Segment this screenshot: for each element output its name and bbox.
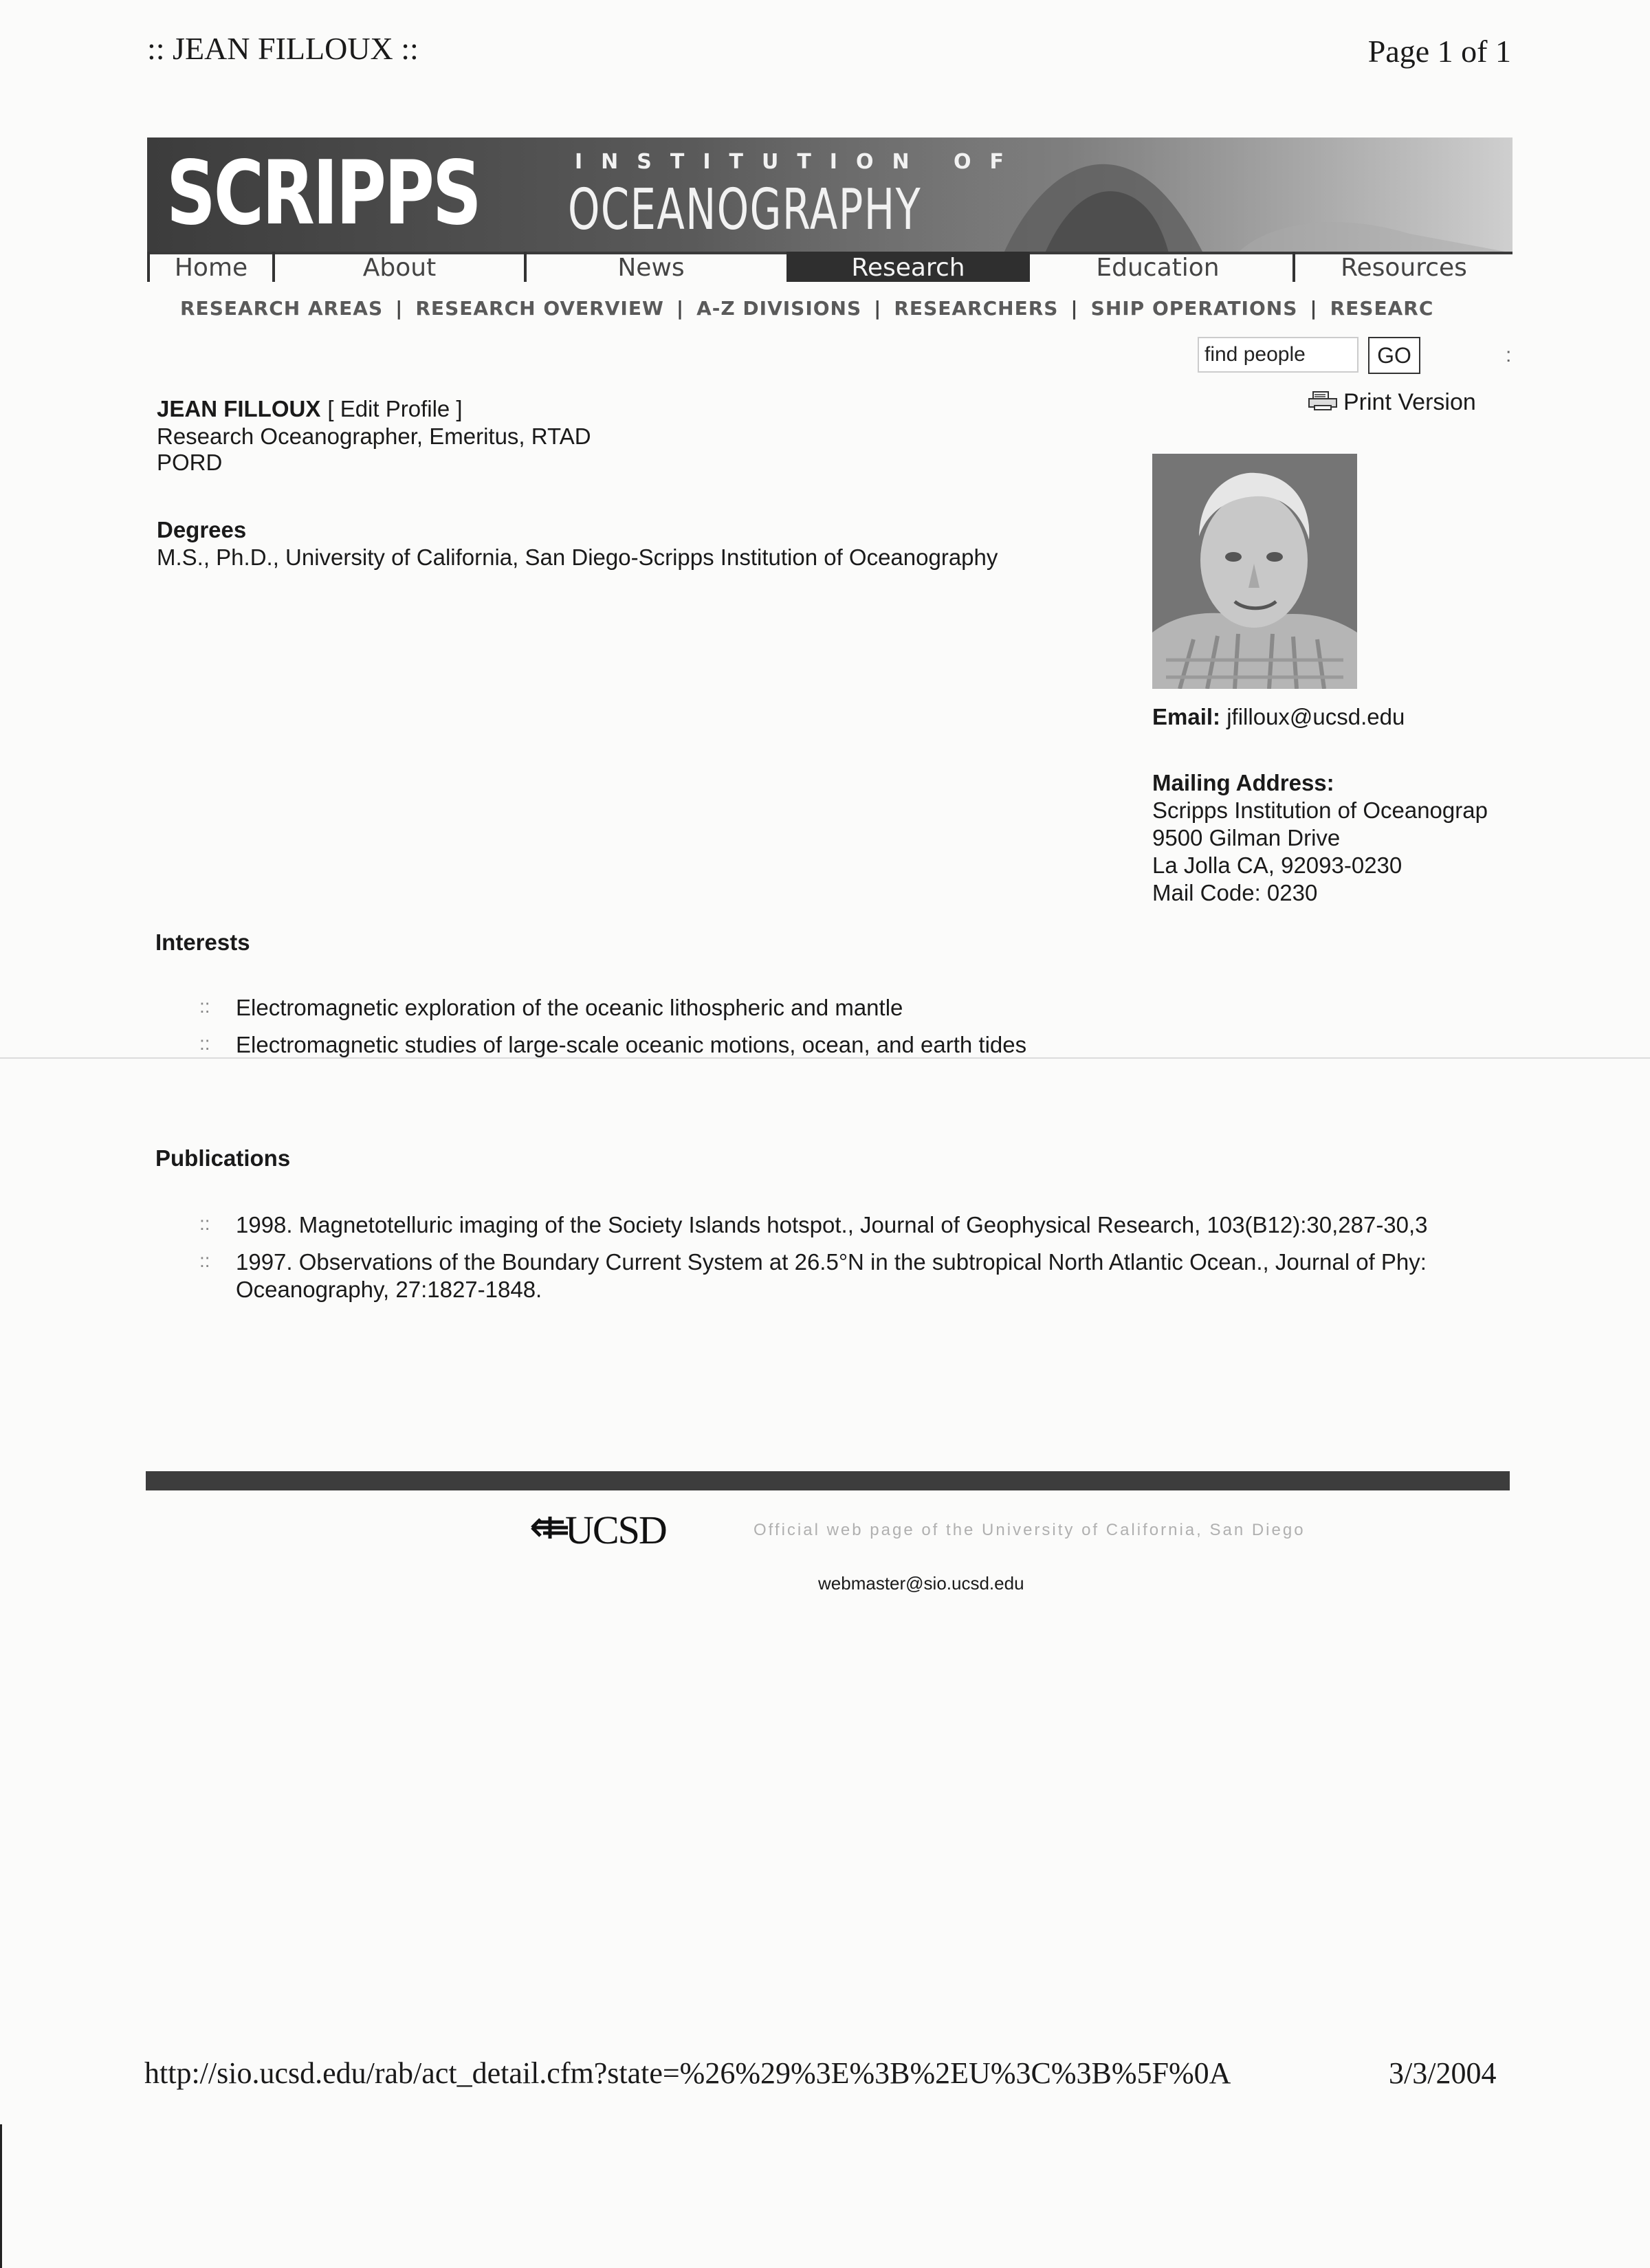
tab-news[interactable]: News — [617, 254, 685, 282]
edit-profile-link[interactable]: [ Edit Profile ] — [327, 396, 463, 421]
subnav-divider: | — [1070, 297, 1079, 320]
person-name — [157, 396, 463, 422]
print-header-title: :: JEAN FILLOUX :: — [147, 31, 419, 66]
person-department: PORD — [157, 450, 223, 475]
footer-bar — [146, 1471, 1510, 1490]
tab-about[interactable]: About — [362, 254, 437, 282]
bullet-icon: :: — [199, 1033, 210, 1054]
print-version-label: Print Version — [1343, 389, 1476, 415]
paper-fold-line — [0, 1057, 1650, 1059]
logo-oceanography: OCEANOGRAPHY — [568, 177, 922, 243]
subnav-divider: | — [395, 297, 404, 320]
print-url: http://sio.ucsd.edu/rab/act_detail.cfm?state=%26%29%3E%3B%2EU%3C%3B%5F%0A — [144, 2056, 1231, 2090]
publications-heading: Publications — [155, 1145, 291, 1171]
print-version-link[interactable] — [1308, 389, 1476, 417]
subnav-az-divisions[interactable]: A-Z DIVISIONS — [696, 297, 862, 320]
logo-institution-of: INSTITUTION OF — [575, 150, 1023, 174]
bullet-icon: :: — [199, 1250, 210, 1271]
bullet-icon: :: — [199, 1213, 210, 1234]
subnav-research-more[interactable]: RESEARC — [1330, 297, 1434, 320]
email-link[interactable]: jfilloux@ucsd.edu — [1226, 704, 1405, 729]
find-people-input[interactable] — [1198, 337, 1358, 373]
publication-item-continued: Oceanography, 27:1827-1848. — [236, 1277, 542, 1302]
person-name-text: JEAN FILLOUX — [157, 396, 321, 421]
tab-education[interactable]: Education — [1096, 254, 1220, 282]
go-button[interactable]: GO — [1368, 337, 1420, 374]
publication-item: 1997. Observations of the Boundary Current System at 26.5°N in the subtropical North Atlantic Ocean., Journal of Phy: — [236, 1249, 1427, 1275]
official-page-text: Official web page of the University of California, San Diego — [754, 1521, 1306, 1539]
tab-research[interactable]: Research — [786, 252, 1030, 282]
person-title: Research Oceanographer, Emeritus, RTAD — [157, 423, 591, 449]
printer-icon — [1308, 390, 1338, 417]
degrees-heading: Degrees — [157, 517, 247, 542]
subnav-ship-operations[interactable]: SHIP OPERATIONS — [1090, 297, 1298, 320]
profile-photo — [1152, 454, 1357, 689]
ucsd-logo-text[interactable]: UCSD — [565, 1508, 666, 1552]
tab-resources[interactable]: Resources — [1341, 254, 1467, 282]
address-line: La Jolla CA, 92093-0230 — [1152, 852, 1402, 878]
bullet-icon: :: — [199, 995, 210, 1017]
site-banner[interactable] — [147, 137, 1512, 253]
address-line: Scripps Institution of Oceanograp — [1152, 797, 1488, 823]
email-label: Email: — [1152, 704, 1221, 729]
address-line: 9500 Gilman Drive — [1152, 825, 1341, 850]
print-page-number: Page 1 of 1 — [1367, 34, 1511, 69]
subnav-divider: | — [874, 297, 882, 320]
webmaster-link[interactable]: webmaster@sio.ucsd.edu — [818, 1573, 1024, 1594]
interest-item: Electromagnetic studies of large-scale oceanic motions, ocean, and earth tides — [236, 1032, 1027, 1057]
scan-edge-mark — [0, 2124, 2, 2268]
tab-home[interactable]: Home — [174, 254, 248, 282]
sub-nav — [180, 297, 1512, 324]
subnav-research-areas[interactable]: RESEARCH AREAS — [180, 297, 384, 320]
subnav-research-overview[interactable]: RESEARCH OVERVIEW — [415, 297, 664, 320]
interest-item: Electromagnetic exploration of the oceanic lithospheric and mantle — [236, 995, 903, 1020]
interests-heading: Interests — [155, 929, 250, 955]
mailing-address-heading: Mailing Address: — [1152, 770, 1334, 795]
subnav-divider: | — [676, 297, 685, 320]
subnav-researchers[interactable]: RESEARCHERS — [894, 297, 1059, 320]
publication-item: 1998. Magnetotelluric imaging of the Society Islands hotspot., Journal of Geophysical Research, 103(B12):30,287-30,3 — [236, 1212, 1428, 1237]
logo-scripps: SCRIPPS — [166, 142, 480, 245]
email-line — [1152, 704, 1405, 730]
degrees-value: M.S., Ph.D., University of California, San Diego-Scripps Institution of Oceanography — [157, 544, 998, 570]
ucsd-trident-icon — [529, 1507, 571, 1552]
print-date: 3/3/2004 — [1389, 2056, 1497, 2090]
main-nav — [147, 252, 1512, 282]
nav-edge-mark: : — [1506, 344, 1512, 366]
address-line: Mail Code: 0230 — [1152, 880, 1318, 905]
subnav-divider: | — [1310, 297, 1318, 320]
